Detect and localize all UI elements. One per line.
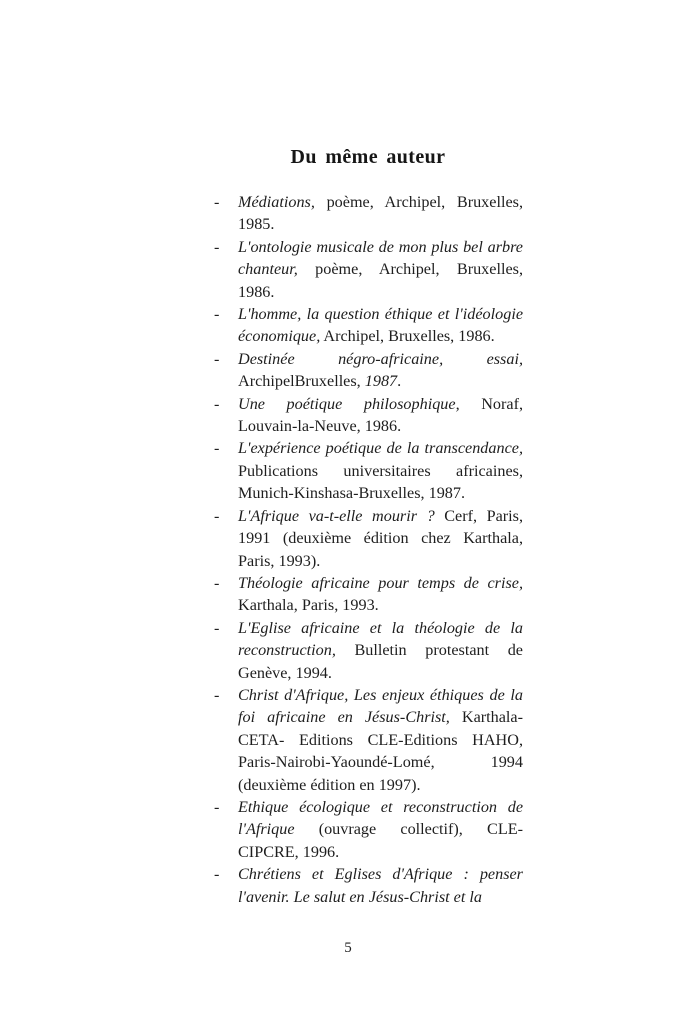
entry-text: L'ontologie musicale de mon plus bel arbre chanteur, poème, Archipel, Bruxelles, 1986. — [238, 237, 523, 301]
entry-text: Chrétiens et Eglises d'Afrique : penser l'avenir. Le salut en Jésus-Christ et la — [238, 865, 523, 906]
entry-dash: - — [214, 237, 220, 256]
bibliography-entry — [213, 236, 523, 303]
entry-text: L'Afrique va-t-elle mourir ? Cerf, Paris, 1991 (deuxième édition chez Karthala, Paris, 1993). — [238, 506, 524, 570]
section-title: Du même auteur — [290, 146, 446, 168]
bibliography-entry — [213, 617, 523, 684]
entry-text: L'expérience poétique de la transcendance, Publications universitaires africaines, Munich-Kinshasa-Bruxelles, 1987. — [238, 439, 523, 503]
entry-text: Théologie africaine pour temps de crise, Karthala, Paris, 1993. — [238, 573, 523, 615]
entry-text: Médiations, poème, Archipel, Bruxelles, 1985. — [238, 193, 523, 234]
bibliography-entry — [213, 393, 523, 438]
entry-dash: - — [214, 439, 220, 458]
bibliography-entry — [213, 572, 523, 617]
entry-dash: - — [214, 305, 220, 324]
bibliography-entry — [213, 191, 523, 236]
bibliography-entry — [213, 796, 523, 863]
bibliography-list — [213, 191, 523, 908]
entry-dash: - — [214, 506, 220, 525]
entry-text: L'Eglise africaine et la théologie de la reconstruction, Bulletin protestant de Genève, 1994. — [238, 618, 523, 682]
entry-dash: - — [214, 349, 220, 368]
entry-dash: - — [214, 618, 220, 637]
bibliography-entry — [213, 684, 523, 796]
bibliography-entry — [213, 863, 523, 908]
entry-text: Christ d'Afrique, Les enjeux éthiques de la foi africaine en Jésus-Christ, Karthala-CETA- Editions CLE-Editions HAHO, Paris-Nairobi-Yaoundé-Lomé, 1994 (deuxième édition en 1997). — [238, 685, 523, 794]
bibliography-entry — [213, 348, 523, 393]
entry-dash: - — [214, 797, 220, 816]
page-number: 5 — [344, 940, 352, 956]
content-block — [213, 144, 523, 908]
entry-dash: - — [214, 193, 220, 211]
bibliography-entry — [213, 437, 523, 504]
entry-text: Ethique écologique et reconstruction de l'Afrique (ouvrage collectif), CLE-CIPCRE, 1996. — [238, 797, 523, 861]
entry-text: Une poétique philosophique, Noraf, Louvain-la-Neuve, 1986. — [238, 394, 524, 436]
bibliography-entry — [213, 303, 523, 348]
entry-dash: - — [214, 394, 220, 413]
entry-text: L'homme, la question éthique et l'idéologie économique, Archipel, Bruxelles, 1986. — [238, 305, 523, 346]
bibliography-entry — [213, 505, 523, 572]
entry-dash: - — [214, 685, 220, 704]
entry-text: Destinée négro-africaine, essai, ArchipelBruxelles, 1987. — [238, 349, 523, 391]
entry-dash: - — [214, 573, 220, 592]
entry-dash: - — [214, 865, 220, 884]
